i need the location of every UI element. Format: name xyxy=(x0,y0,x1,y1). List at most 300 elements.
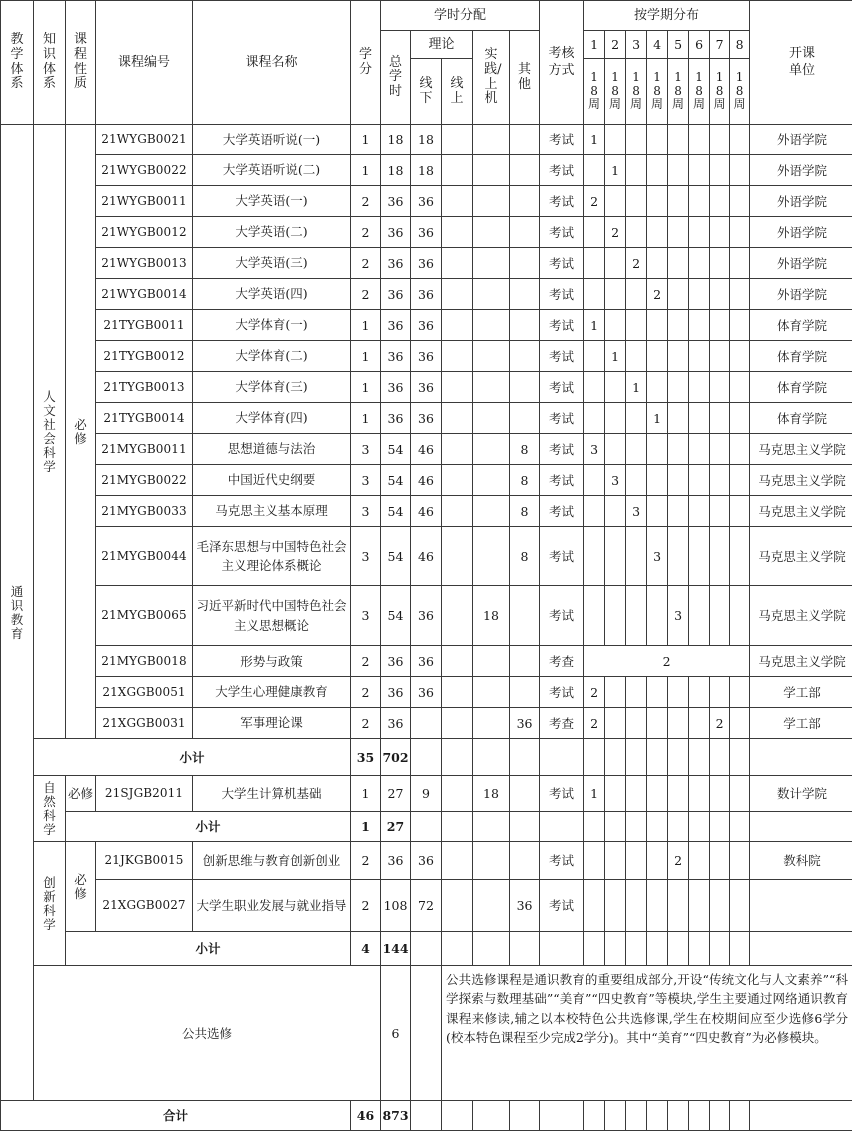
course-sem-3 xyxy=(626,708,647,739)
course-offline-hours: 36 xyxy=(411,248,442,279)
total-row xyxy=(1,1101,852,1131)
course-name: 大学英语听说(一) xyxy=(193,125,351,155)
course-total-hours: 36 xyxy=(381,708,411,739)
course-sem-1 xyxy=(584,880,605,932)
course-practice-hours xyxy=(473,527,510,586)
course-credit: 2 xyxy=(351,646,381,677)
course-sem-5 xyxy=(668,708,689,739)
course-sem-3 xyxy=(626,465,647,496)
header-sem-3: 3 xyxy=(626,31,647,59)
subtotal-credit: 4 xyxy=(351,932,381,966)
course-sem-7 xyxy=(710,155,730,186)
table-row xyxy=(1,708,852,739)
course-total-hours: 36 xyxy=(381,279,411,310)
subtotal-nat-blank-cell xyxy=(730,812,750,842)
course-sem-6 xyxy=(689,186,710,217)
course-credit: 3 xyxy=(351,527,381,586)
course-sem-7 xyxy=(710,279,730,310)
group-humanities-text: 人文社会科学 xyxy=(43,388,56,474)
course-other-hours xyxy=(510,217,540,248)
course-other-hours xyxy=(510,310,540,341)
course-sem-6 xyxy=(689,248,710,279)
course-total-hours: 18 xyxy=(381,155,411,186)
group-humanities-required xyxy=(66,125,96,739)
course-practice-hours xyxy=(473,496,510,527)
course-credit: 2 xyxy=(351,279,381,310)
header-sem-6: 6 xyxy=(689,31,710,59)
total-blank-cell xyxy=(668,1101,689,1131)
course-sem-5 xyxy=(668,217,689,248)
group-innovation-required-text: 必修 xyxy=(74,871,87,901)
total-blank-cell xyxy=(647,1101,668,1131)
course-sem-3 xyxy=(626,776,647,812)
course-other-hours xyxy=(510,403,540,434)
course-sem-2 xyxy=(605,496,626,527)
course-code: 21WYGB0013 xyxy=(96,248,193,279)
course-name: 大学生职业发展与就业指导 xyxy=(193,880,351,932)
course-online-hours xyxy=(442,125,473,155)
course-exam: 考试 xyxy=(540,310,584,341)
course-online-hours xyxy=(442,496,473,527)
course-sem-7 xyxy=(710,677,730,708)
course-sem-4 xyxy=(647,776,668,812)
course-offline-hours: 36 xyxy=(411,372,442,403)
course-sem-5 xyxy=(668,155,689,186)
total-blank-cell xyxy=(584,1101,605,1131)
course-sem-7 xyxy=(710,186,730,217)
course-code: 21MYGB0018 xyxy=(96,646,193,677)
course-sem-5 xyxy=(668,527,689,586)
group-innovation-required xyxy=(66,842,96,932)
course-sem-8 xyxy=(730,125,750,155)
course-name: 马克思主义基本原理 xyxy=(193,496,351,527)
course-practice-hours xyxy=(473,125,510,155)
course-online-hours xyxy=(442,279,473,310)
course-practice-hours xyxy=(473,217,510,248)
course-sem-4 xyxy=(647,310,668,341)
course-sem-7: 2 xyxy=(710,708,730,739)
course-sem-8 xyxy=(730,496,750,527)
course-other-hours: 8 xyxy=(510,496,540,527)
course-online-hours xyxy=(442,434,473,465)
course-sem-8 xyxy=(730,677,750,708)
course-sem-8 xyxy=(730,403,750,434)
course-sem-3 xyxy=(626,403,647,434)
course-other-hours xyxy=(510,842,540,880)
course-practice-hours xyxy=(473,279,510,310)
course-total-hours: 36 xyxy=(381,310,411,341)
group-general-edu-text: 通识教育 xyxy=(10,583,24,641)
public-elective-credit: 6 xyxy=(381,966,411,1101)
course-sem-1: 1 xyxy=(584,776,605,812)
course-sem-4 xyxy=(647,372,668,403)
course-sem-6 xyxy=(689,842,710,880)
header-online: 线上 xyxy=(442,59,473,125)
course-exam: 考试 xyxy=(540,776,584,812)
total-blank-cell xyxy=(730,1101,750,1131)
course-dept: 外语学院 xyxy=(750,125,852,155)
course-other-hours xyxy=(510,586,540,646)
group-humanities-required-text: 必修 xyxy=(74,416,87,446)
course-sem-6 xyxy=(689,341,710,372)
table-row xyxy=(1,496,852,527)
course-dept: 体育学院 xyxy=(750,372,852,403)
table-row xyxy=(1,310,852,341)
course-sem-5 xyxy=(668,403,689,434)
course-practice-hours xyxy=(473,842,510,880)
course-total-hours: 54 xyxy=(381,527,411,586)
course-sem-2: 1 xyxy=(605,155,626,186)
course-other-hours xyxy=(510,677,540,708)
course-sem-5 xyxy=(668,125,689,155)
course-code: 21MYGB0011 xyxy=(96,434,193,465)
course-offline-hours: 46 xyxy=(411,465,442,496)
course-sem-8 xyxy=(730,586,750,646)
subtotal-nat-blank-cell xyxy=(689,812,710,842)
policy-blank-cell xyxy=(442,646,473,677)
course-sem-3: 3 xyxy=(626,496,647,527)
subtotal-row xyxy=(1,932,852,966)
course-exam: 考试 xyxy=(540,186,584,217)
course-sem-5 xyxy=(668,434,689,465)
course-dept: 体育学院 xyxy=(750,341,852,372)
course-sem-8 xyxy=(730,880,750,932)
subtotal-nat-blank-cell xyxy=(584,812,605,842)
course-sem-7 xyxy=(710,465,730,496)
course-code: 21XGGB0027 xyxy=(96,880,193,932)
course-sem-4 xyxy=(647,842,668,880)
course-sem-5 xyxy=(668,880,689,932)
course-sem-8 xyxy=(730,372,750,403)
course-credit: 2 xyxy=(351,842,381,880)
course-sem-4 xyxy=(647,125,668,155)
course-online-hours xyxy=(442,776,473,812)
course-sem-1: 1 xyxy=(584,310,605,341)
subtotal-nat-blank-cell xyxy=(510,812,540,842)
subtotal-hum-blank-cell xyxy=(584,739,605,776)
course-sem-6 xyxy=(689,125,710,155)
course-online-hours xyxy=(442,527,473,586)
course-sem-6 xyxy=(689,155,710,186)
course-exam: 考查 xyxy=(540,646,584,677)
course-practice-hours xyxy=(473,677,510,708)
course-online-hours xyxy=(442,842,473,880)
course-sem-7 xyxy=(710,496,730,527)
header-credit: 学分 xyxy=(351,1,381,125)
subtotal-hum-blank-cell xyxy=(689,739,710,776)
table-row xyxy=(1,341,852,372)
course-sem-5 xyxy=(668,677,689,708)
course-exam: 考试 xyxy=(540,677,584,708)
course-sem-2 xyxy=(605,403,626,434)
course-exam: 考试 xyxy=(540,125,584,155)
header-weeks-5: 18周 xyxy=(668,59,689,125)
course-credit: 2 xyxy=(351,217,381,248)
course-online-hours xyxy=(442,880,473,932)
course-offline-hours: 36 xyxy=(411,279,442,310)
table-row xyxy=(1,966,852,1101)
course-code: 21XGGB0051 xyxy=(96,677,193,708)
course-sem-6 xyxy=(689,527,710,586)
course-code: 21MYGB0044 xyxy=(96,527,193,586)
header-other: 其他 xyxy=(510,31,540,125)
course-total-hours: 36 xyxy=(381,677,411,708)
course-offline-hours: 36 xyxy=(411,586,442,646)
subtotal-inn-blank-cell xyxy=(442,932,473,966)
course-total-hours: 108 xyxy=(381,880,411,932)
course-dept: 马克思主义学院 xyxy=(750,434,852,465)
course-sem-3: 1 xyxy=(626,372,647,403)
header-theory: 理论 xyxy=(411,31,473,59)
course-practice-hours xyxy=(473,341,510,372)
course-sem-6 xyxy=(689,310,710,341)
table-row xyxy=(1,646,852,677)
course-sem-4 xyxy=(647,496,668,527)
total-label: 合计 xyxy=(1,1101,351,1131)
course-sem-6 xyxy=(689,403,710,434)
subtotal-row xyxy=(1,812,852,842)
policy-blank-cell xyxy=(473,646,510,677)
course-other-hours: 36 xyxy=(510,708,540,739)
subtotal-inn-blank-cell xyxy=(689,932,710,966)
course-exam: 考试 xyxy=(540,279,584,310)
course-name: 形势与政策 xyxy=(193,646,351,677)
subtotal-nat-blank-cell xyxy=(750,812,852,842)
course-online-hours xyxy=(442,310,473,341)
course-sem-2 xyxy=(605,434,626,465)
course-sem-1 xyxy=(584,372,605,403)
total-blank-cell xyxy=(605,1101,626,1131)
course-name: 大学体育(三) xyxy=(193,372,351,403)
course-sem-2 xyxy=(605,310,626,341)
course-dept: 马克思主义学院 xyxy=(750,646,852,677)
course-practice-hours xyxy=(473,310,510,341)
table-row xyxy=(1,125,852,155)
course-dept: 马克思主义学院 xyxy=(750,496,852,527)
course-sem-2 xyxy=(605,776,626,812)
course-total-hours: 54 xyxy=(381,496,411,527)
course-dept: 学工部 xyxy=(750,677,852,708)
course-code: 21MYGB0033 xyxy=(96,496,193,527)
total-credit: 46 xyxy=(351,1101,381,1131)
subtotal-inn-blank-cell xyxy=(647,932,668,966)
course-sem-3 xyxy=(626,434,647,465)
course-sem-7 xyxy=(710,310,730,341)
course-online-hours xyxy=(442,677,473,708)
course-online-hours xyxy=(442,465,473,496)
course-name: 思想道德与法治 xyxy=(193,434,351,465)
table-row xyxy=(1,527,852,586)
course-credit: 3 xyxy=(351,465,381,496)
course-code: 21TYGB0011 xyxy=(96,310,193,341)
course-sem-4 xyxy=(647,677,668,708)
course-practice-hours xyxy=(473,465,510,496)
subtotal-hum-blank-cell xyxy=(668,739,689,776)
course-dept: 马克思主义学院 xyxy=(750,586,852,646)
course-code: 21WYGB0012 xyxy=(96,217,193,248)
course-total-hours: 36 xyxy=(381,403,411,434)
course-other-hours xyxy=(510,372,540,403)
course-sem-6 xyxy=(689,465,710,496)
table-row xyxy=(1,586,852,646)
course-online-hours xyxy=(442,155,473,186)
table-row xyxy=(1,880,852,932)
group-natural-required: 必修 xyxy=(66,776,96,812)
course-sem-2: 1 xyxy=(605,341,626,372)
course-dept: 外语学院 xyxy=(750,155,852,186)
course-sem-8 xyxy=(730,248,750,279)
group-natural-text: 自然科学 xyxy=(43,779,56,837)
course-sem-8 xyxy=(730,279,750,310)
course-code: 21SJGB2011 xyxy=(96,776,193,812)
course-sem-4 xyxy=(647,155,668,186)
subtotal-hours: 144 xyxy=(381,932,411,966)
course-total-hours: 27 xyxy=(381,776,411,812)
course-sem-5: 2 xyxy=(668,842,689,880)
course-sem-1 xyxy=(584,217,605,248)
course-name: 大学英语听说(二) xyxy=(193,155,351,186)
course-sem-2 xyxy=(605,527,626,586)
table-row xyxy=(1,372,852,403)
course-credit: 1 xyxy=(351,125,381,155)
course-code: 21MYGB0065 xyxy=(96,586,193,646)
course-name: 大学英语(二) xyxy=(193,217,351,248)
course-sem-5 xyxy=(668,776,689,812)
course-sem-8 xyxy=(730,527,750,586)
course-sem-4: 3 xyxy=(647,527,668,586)
course-credit: 2 xyxy=(351,880,381,932)
header-sem-7: 7 xyxy=(710,31,730,59)
course-sem-1: 1 xyxy=(584,125,605,155)
course-name: 习近平新时代中国特色社会主义思想概论 xyxy=(193,586,351,646)
course-sem-1 xyxy=(584,155,605,186)
course-exam: 考试 xyxy=(540,217,584,248)
course-sem-3 xyxy=(626,527,647,586)
course-sem-5 xyxy=(668,279,689,310)
course-practice-hours xyxy=(473,155,510,186)
course-other-hours xyxy=(510,248,540,279)
group-natural xyxy=(34,776,66,842)
course-sem-6 xyxy=(689,708,710,739)
course-dept: 外语学院 xyxy=(750,279,852,310)
course-sem-2 xyxy=(605,125,626,155)
course-practice-hours xyxy=(473,708,510,739)
course-sem-5 xyxy=(668,341,689,372)
course-sem-2 xyxy=(605,880,626,932)
course-offline-hours: 72 xyxy=(411,880,442,932)
course-credit: 1 xyxy=(351,155,381,186)
course-practice-hours xyxy=(473,186,510,217)
course-sem-3 xyxy=(626,279,647,310)
subtotal-hum-blank-cell xyxy=(411,739,442,776)
course-total-hours: 36 xyxy=(381,341,411,372)
course-sem-7 xyxy=(710,527,730,586)
course-code: 21XGGB0031 xyxy=(96,708,193,739)
course-code: 21TYGB0014 xyxy=(96,403,193,434)
course-online-hours xyxy=(442,217,473,248)
course-sem-4 xyxy=(647,880,668,932)
subtotal-hum-blank-cell xyxy=(710,739,730,776)
subtotal-nat-blank-cell xyxy=(647,812,668,842)
course-practice-hours xyxy=(473,403,510,434)
course-credit: 2 xyxy=(351,186,381,217)
course-exam: 考试 xyxy=(540,155,584,186)
course-sem-8 xyxy=(730,186,750,217)
course-sem-5 xyxy=(668,248,689,279)
course-offline-hours: 46 xyxy=(411,434,442,465)
course-name: 大学生计算机基础 xyxy=(193,776,351,812)
table-row xyxy=(1,434,852,465)
course-dept: 外语学院 xyxy=(750,248,852,279)
course-sem-1: 2 xyxy=(584,677,605,708)
course-other-hours: 36 xyxy=(510,880,540,932)
course-code: 21TYGB0013 xyxy=(96,372,193,403)
header-weeks-8: 18周 xyxy=(730,59,750,125)
subtotal-hum-blank-cell xyxy=(750,739,852,776)
course-sem-7 xyxy=(710,403,730,434)
subtotal-hours: 702 xyxy=(381,739,411,776)
course-practice-hours xyxy=(473,880,510,932)
course-sem-6 xyxy=(689,496,710,527)
header-weeks-1: 18周 xyxy=(584,59,605,125)
course-sem-4 xyxy=(647,217,668,248)
subtotal-label: 小计 xyxy=(66,812,351,842)
course-sem-3 xyxy=(626,186,647,217)
header-sem-2: 2 xyxy=(605,31,626,59)
subtotal-hum-blank-cell xyxy=(540,739,584,776)
course-sem-3 xyxy=(626,125,647,155)
total-hours: 873 xyxy=(381,1101,411,1131)
subtotal-inn-blank-cell xyxy=(510,932,540,966)
subtotal-inn-blank-cell xyxy=(540,932,584,966)
public-elective-label: 公共选修 xyxy=(34,966,381,1101)
course-credit: 3 xyxy=(351,586,381,646)
course-credit: 1 xyxy=(351,776,381,812)
course-credit: 2 xyxy=(351,248,381,279)
header-sem-8: 8 xyxy=(730,31,750,59)
course-sem-4 xyxy=(647,465,668,496)
course-dept: 马克思主义学院 xyxy=(750,527,852,586)
subtotal-hum-blank-cell xyxy=(510,739,540,776)
header-hours-alloc: 学时分配 xyxy=(381,1,540,31)
course-sem-2 xyxy=(605,586,626,646)
course-total-hours: 36 xyxy=(381,372,411,403)
course-code: 21WYGB0014 xyxy=(96,279,193,310)
course-sem-4 xyxy=(647,186,668,217)
course-offline-hours: 36 xyxy=(411,842,442,880)
course-exam: 考试 xyxy=(540,880,584,932)
course-sem-2 xyxy=(605,279,626,310)
table-row xyxy=(1,248,852,279)
course-dept: 外语学院 xyxy=(750,186,852,217)
course-sem-2 xyxy=(605,708,626,739)
course-sem-2 xyxy=(605,186,626,217)
table-row xyxy=(1,217,852,248)
subtotal-label: 小计 xyxy=(66,932,351,966)
course-sem-6 xyxy=(689,586,710,646)
header-weeks-2: 18周 xyxy=(605,59,626,125)
header-sem-1: 1 xyxy=(584,31,605,59)
course-practice-hours: 18 xyxy=(473,776,510,812)
course-total-hours: 36 xyxy=(381,646,411,677)
course-sem-8 xyxy=(730,434,750,465)
course-other-hours xyxy=(510,125,540,155)
course-offline-hours: 18 xyxy=(411,125,442,155)
course-sem-8 xyxy=(730,708,750,739)
course-exam: 考试 xyxy=(540,465,584,496)
course-code: 21JKGB0015 xyxy=(96,842,193,880)
course-exam: 考试 xyxy=(540,434,584,465)
